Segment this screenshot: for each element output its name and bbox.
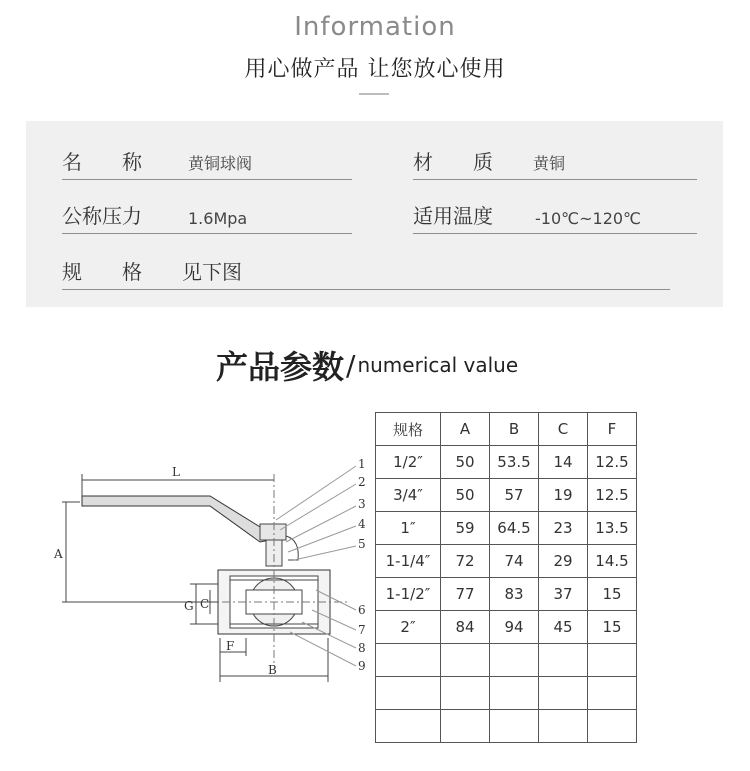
info-value-material: 黄铜 — [533, 154, 566, 173]
table-cell: 1-1/4″ — [376, 545, 441, 578]
table-cell — [490, 710, 539, 743]
part-number-6: 6 — [358, 603, 366, 617]
table-cell: 1-1/2″ — [376, 578, 441, 611]
part-number-7: 7 — [358, 623, 366, 637]
table-row — [376, 545, 637, 578]
info-value-pressure: 1.6Mpa — [188, 209, 248, 228]
table-cell — [490, 644, 539, 677]
spec-table — [375, 412, 637, 743]
table-cell: 77 — [441, 578, 490, 611]
info-label-pressure: 公称压力 — [62, 204, 142, 228]
table-cell: 12.5 — [588, 446, 637, 479]
table-row — [376, 611, 637, 644]
part-number-8: 8 — [358, 641, 366, 655]
table-cell: 72 — [441, 545, 490, 578]
part-number-4: 4 — [358, 517, 366, 531]
dim-label-C: C — [200, 597, 210, 611]
table-cell: 57 — [490, 479, 539, 512]
table-cell: 1″ — [376, 512, 441, 545]
table-cell: 84 — [441, 611, 490, 644]
table-row — [376, 479, 637, 512]
dim-label-G: G — [184, 599, 194, 613]
table-row — [376, 446, 637, 479]
ball-valve-drawing — [50, 450, 370, 690]
header-title-en: Information — [294, 12, 456, 42]
table-cell: 45 — [539, 611, 588, 644]
section-title-separator: / — [346, 348, 356, 382]
section-title-en: numerical value — [357, 353, 519, 377]
table-cell: 1/2″ — [376, 446, 441, 479]
table-row — [376, 578, 637, 611]
info-value-temperature: -10℃~120℃ — [535, 209, 642, 228]
table-header-cell: A — [441, 413, 490, 446]
part-number-1: 1 — [358, 457, 366, 471]
table-cell: 2″ — [376, 611, 441, 644]
table-cell — [539, 644, 588, 677]
table-cell: 12.5 — [588, 479, 637, 512]
part-number-9: 9 — [358, 659, 366, 673]
header-divider — [359, 93, 389, 95]
table-cell: 29 — [539, 545, 588, 578]
table-cell: 94 — [490, 611, 539, 644]
table-row — [376, 677, 637, 710]
table-cell: 83 — [490, 578, 539, 611]
dim-label-L: L — [172, 465, 180, 479]
info-label-name: 名 称 — [62, 150, 142, 174]
header-subtitle-zh: 用心做产品 让您放心使用 — [244, 57, 506, 82]
table-header-cell: B — [490, 413, 539, 446]
dim-label-B: B — [268, 663, 277, 677]
table-row — [376, 512, 637, 545]
table-cell — [588, 677, 637, 710]
part-number-5: 5 — [358, 537, 366, 551]
table-cell — [539, 677, 588, 710]
table-header-row — [376, 413, 637, 446]
table-cell: 13.5 — [588, 512, 637, 545]
table-cell — [441, 677, 490, 710]
table-header-cell: C — [539, 413, 588, 446]
info-label-temperature: 适用温度 — [413, 204, 493, 228]
info-label-material: 材 质 — [413, 150, 493, 174]
table-cell: 37 — [539, 578, 588, 611]
table-cell: 14.5 — [588, 545, 637, 578]
table-cell — [376, 677, 441, 710]
table-cell — [588, 710, 637, 743]
table-cell — [539, 710, 588, 743]
info-label-spec: 规 格 — [62, 260, 142, 284]
table-cell: 64.5 — [490, 512, 539, 545]
dim-label-F: F — [226, 639, 235, 653]
table-cell: 50 — [441, 479, 490, 512]
table-cell: 74 — [490, 545, 539, 578]
table-header-cell: 规格 — [376, 413, 441, 446]
product-info-panel — [26, 121, 723, 307]
table-row — [376, 710, 637, 743]
table-cell: 15 — [588, 578, 637, 611]
table-cell: 19 — [539, 479, 588, 512]
table-header-cell: F — [588, 413, 637, 446]
info-field-material — [413, 139, 697, 180]
table-cell — [588, 644, 637, 677]
table-row — [376, 644, 637, 677]
info-field-temperature — [413, 193, 697, 234]
section-title-zh: 产品参数 — [216, 348, 345, 386]
info-field-spec — [62, 249, 670, 290]
table-cell: 3/4″ — [376, 479, 441, 512]
table-cell — [490, 677, 539, 710]
table-cell: 14 — [539, 446, 588, 479]
table-cell: 50 — [441, 446, 490, 479]
section-title — [216, 342, 518, 388]
info-field-pressure — [62, 193, 352, 234]
table-cell — [441, 644, 490, 677]
table-cell: 59 — [441, 512, 490, 545]
table-cell — [376, 710, 441, 743]
part-number-3: 3 — [358, 497, 366, 511]
table-cell: 15 — [588, 611, 637, 644]
table-cell: 53.5 — [490, 446, 539, 479]
table-cell — [376, 644, 441, 677]
table-cell — [441, 710, 490, 743]
info-field-name — [62, 139, 352, 180]
table-cell: 23 — [539, 512, 588, 545]
info-value-spec: 见下图 — [182, 260, 242, 284]
info-value-name: 黄铜球阀 — [188, 154, 253, 173]
part-number-2: 2 — [358, 475, 366, 489]
dim-label-A: A — [54, 547, 63, 561]
